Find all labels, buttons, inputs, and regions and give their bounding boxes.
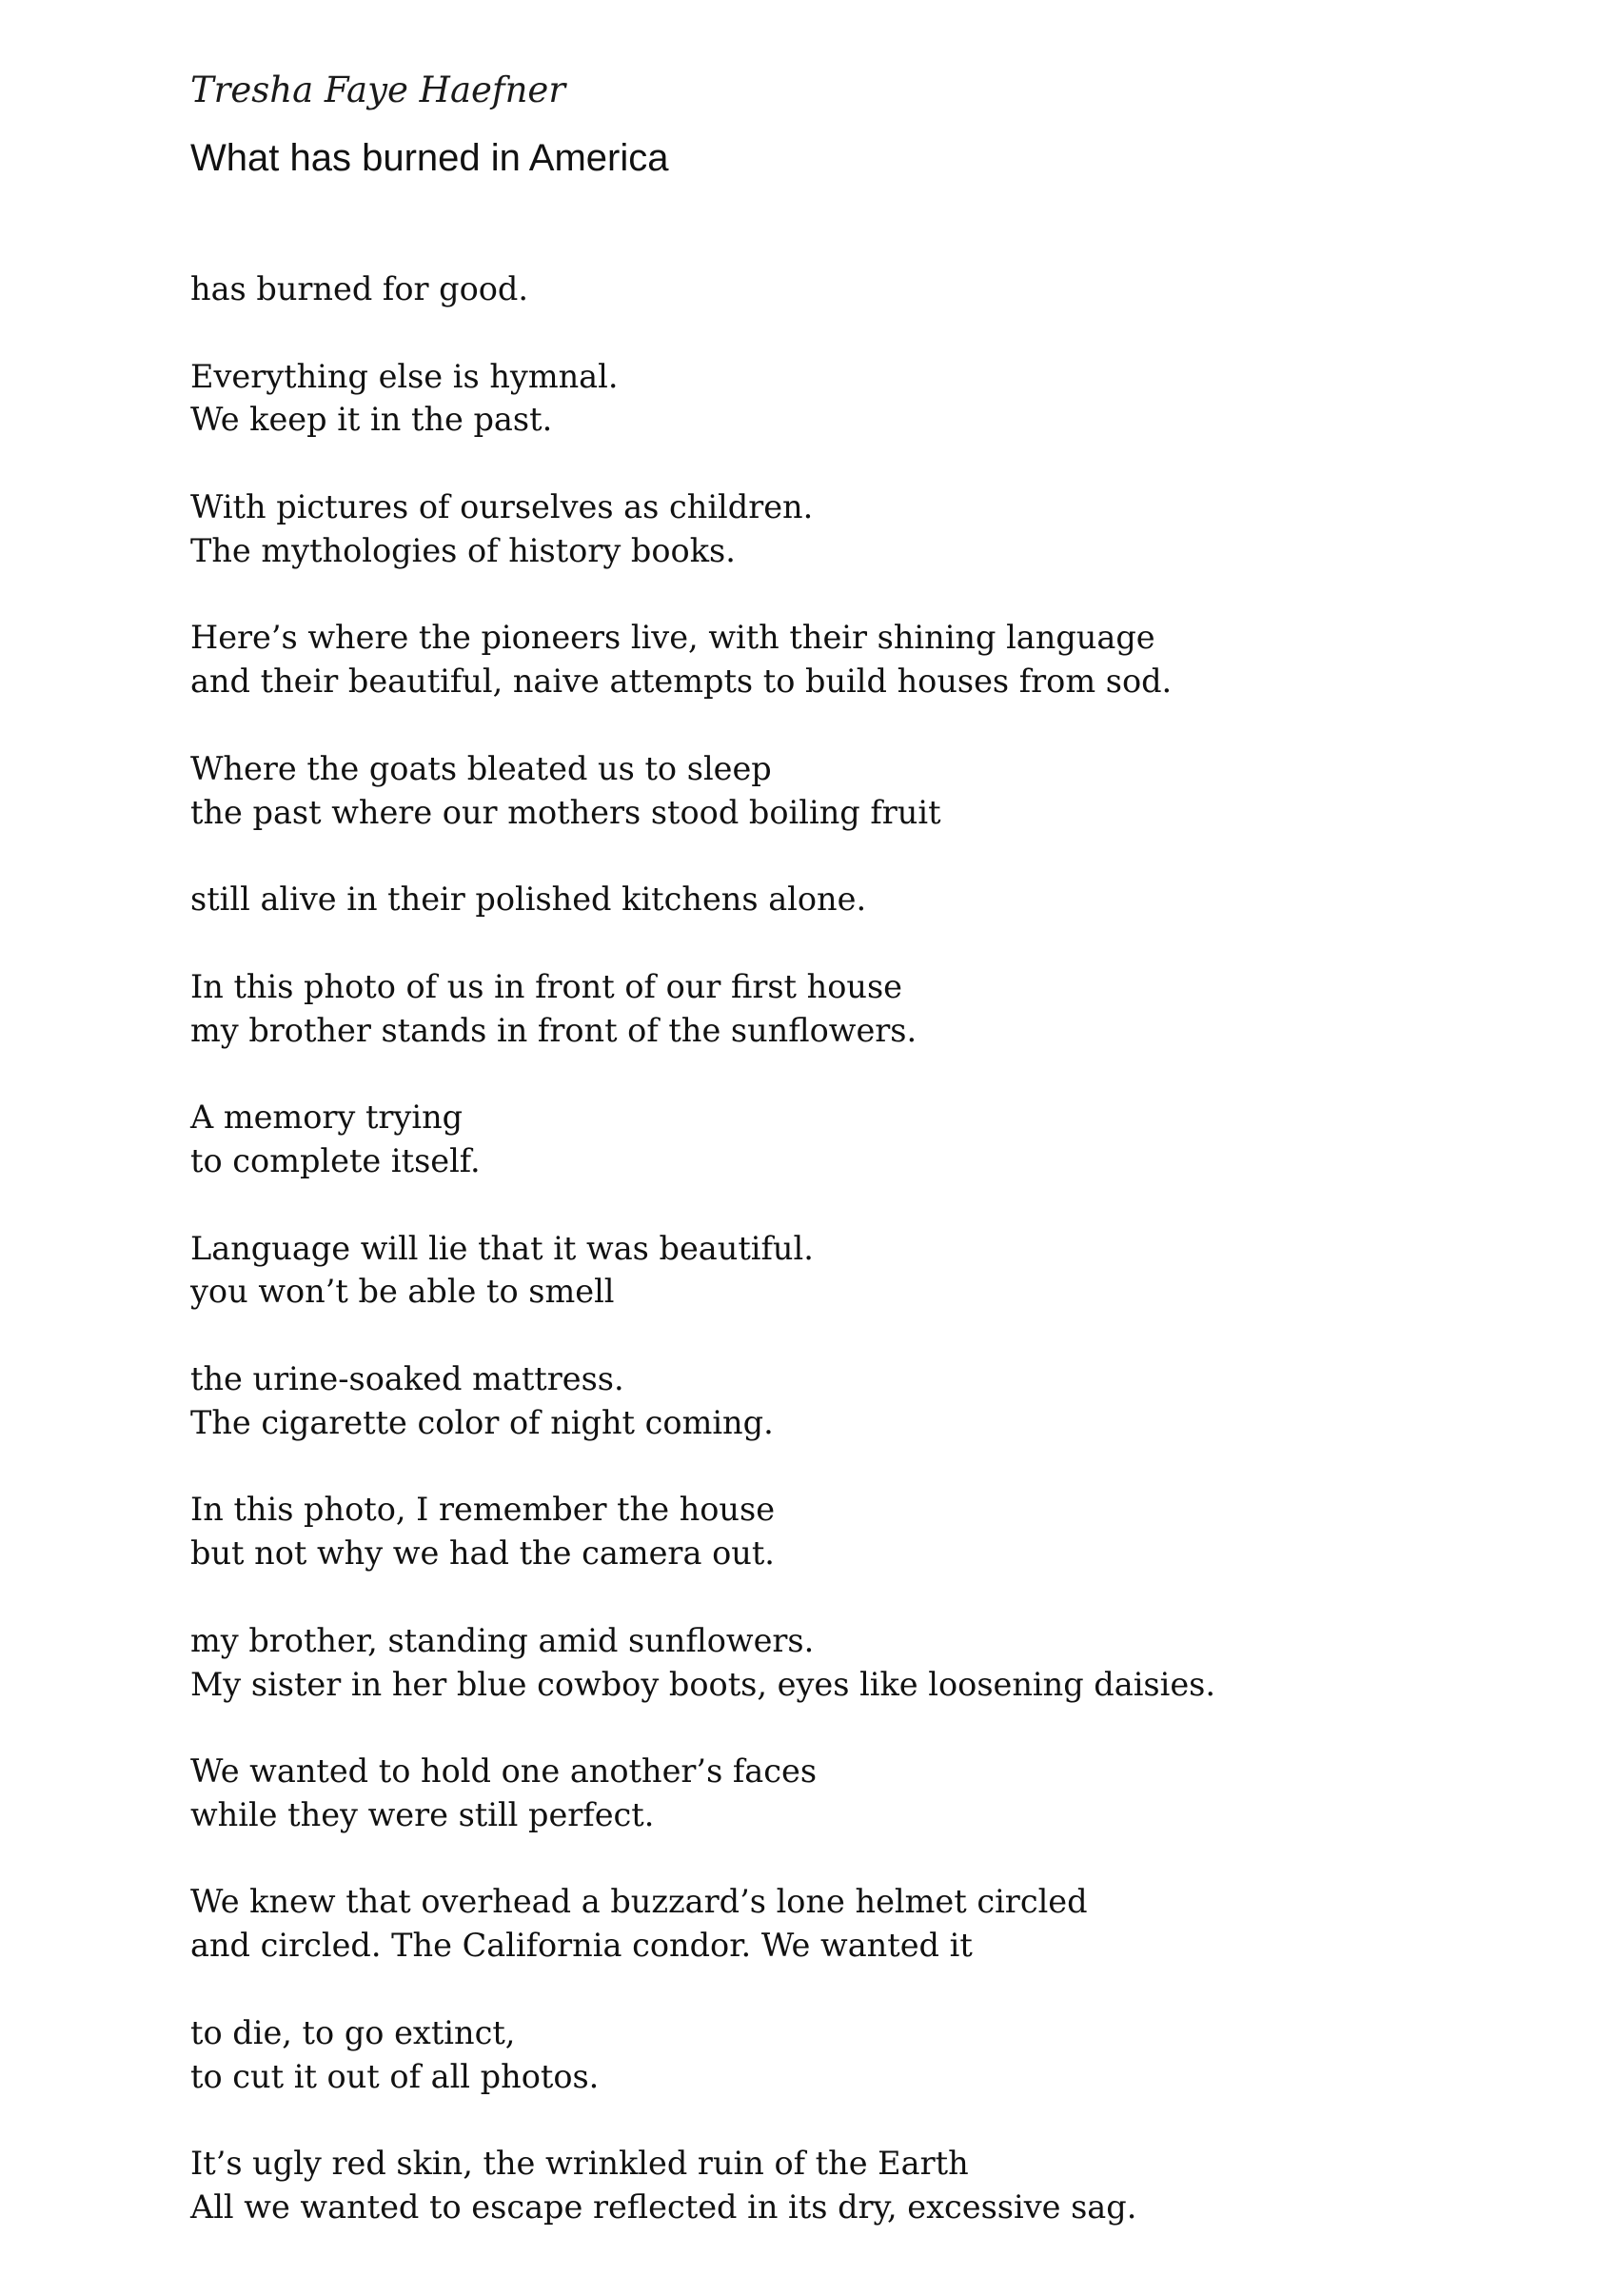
poem-line: We knew that overhead a buzzard’s lone helmet circled xyxy=(190,1883,1088,1921)
poem-line: We keep it in the past. xyxy=(190,401,553,439)
poem-title: What has burned in America xyxy=(190,137,669,179)
stanza xyxy=(190,2011,1523,2099)
stanza xyxy=(190,267,1523,311)
stanza xyxy=(190,747,1523,835)
author-name: Tresha Faye Haefner xyxy=(190,69,566,110)
stanza xyxy=(190,1096,1523,1183)
poem-line: to complete itself. xyxy=(190,1141,481,1179)
poem-line: to die, to go extinct, xyxy=(190,2013,516,2051)
poem-line: Here’s where the pioneers live, with their shining language xyxy=(190,619,1155,657)
stanza xyxy=(190,2142,1523,2229)
poem-line: and circled. The California condor. We wanted it xyxy=(190,1927,973,1965)
poem-line: The mythologies of history books. xyxy=(190,531,736,569)
poem-line: Language will lie that it was beautiful. xyxy=(190,1229,814,1267)
poem-line: The cigarette color of night coming. xyxy=(190,1403,774,1441)
poem-line: Where the goats bleated us to sleep xyxy=(190,749,772,787)
poem-line: It’s ugly red skin, the wrinkled ruin of the Earth xyxy=(190,2145,969,2183)
poem-line: has burned for good. xyxy=(190,270,529,307)
stanza xyxy=(190,878,1523,921)
poem-line: Everything else is hymnal. xyxy=(190,357,619,395)
stanza xyxy=(190,1227,1523,1315)
poem-line: All we wanted to escape reflected in its dry, excessive sag. xyxy=(190,2188,1137,2227)
poem-line: In this photo, I remember the house xyxy=(190,1491,776,1529)
poem-line: you won’t be able to smell xyxy=(190,1273,615,1311)
poem-line: In this photo of us in front of our first house xyxy=(190,967,902,1005)
poem-line: to cut it out of all photos. xyxy=(190,2057,600,2095)
poem-line: and their beautiful, naive attempts to build houses from sod. xyxy=(190,663,1173,701)
poem-line: the past where our mothers stood boiling fruit xyxy=(190,793,941,831)
stanza xyxy=(190,485,1523,573)
poem-line: my brother stands in front of the sunflowers. xyxy=(190,1011,918,1049)
poem-line: With pictures of ourselves as children. xyxy=(190,487,814,525)
poem-line: We wanted to hold one another’s faces xyxy=(190,1752,818,1791)
stanza xyxy=(190,1357,1523,1445)
stanza xyxy=(190,1750,1523,1837)
poem-line: but not why we had the camera out. xyxy=(190,1534,775,1573)
poem-line: while they were still perfect. xyxy=(190,1795,655,1833)
stanza xyxy=(190,355,1523,443)
stanza xyxy=(190,1488,1523,1575)
poem-body xyxy=(190,267,1523,2273)
stanza xyxy=(190,616,1523,703)
poem-line: the urine-soaked mattress. xyxy=(190,1359,624,1397)
stanza xyxy=(190,1619,1523,1707)
poem-line: still alive in their polished kitchens alone. xyxy=(190,881,867,919)
poem-line: my brother, standing amid sunflowers. xyxy=(190,1621,815,1659)
stanza xyxy=(190,1880,1523,1968)
poem-line: My sister in her blue cowboy boots, eyes like loosening daisies. xyxy=(190,1665,1216,1703)
stanza xyxy=(190,965,1523,1053)
poem-line: A memory trying xyxy=(190,1099,464,1137)
